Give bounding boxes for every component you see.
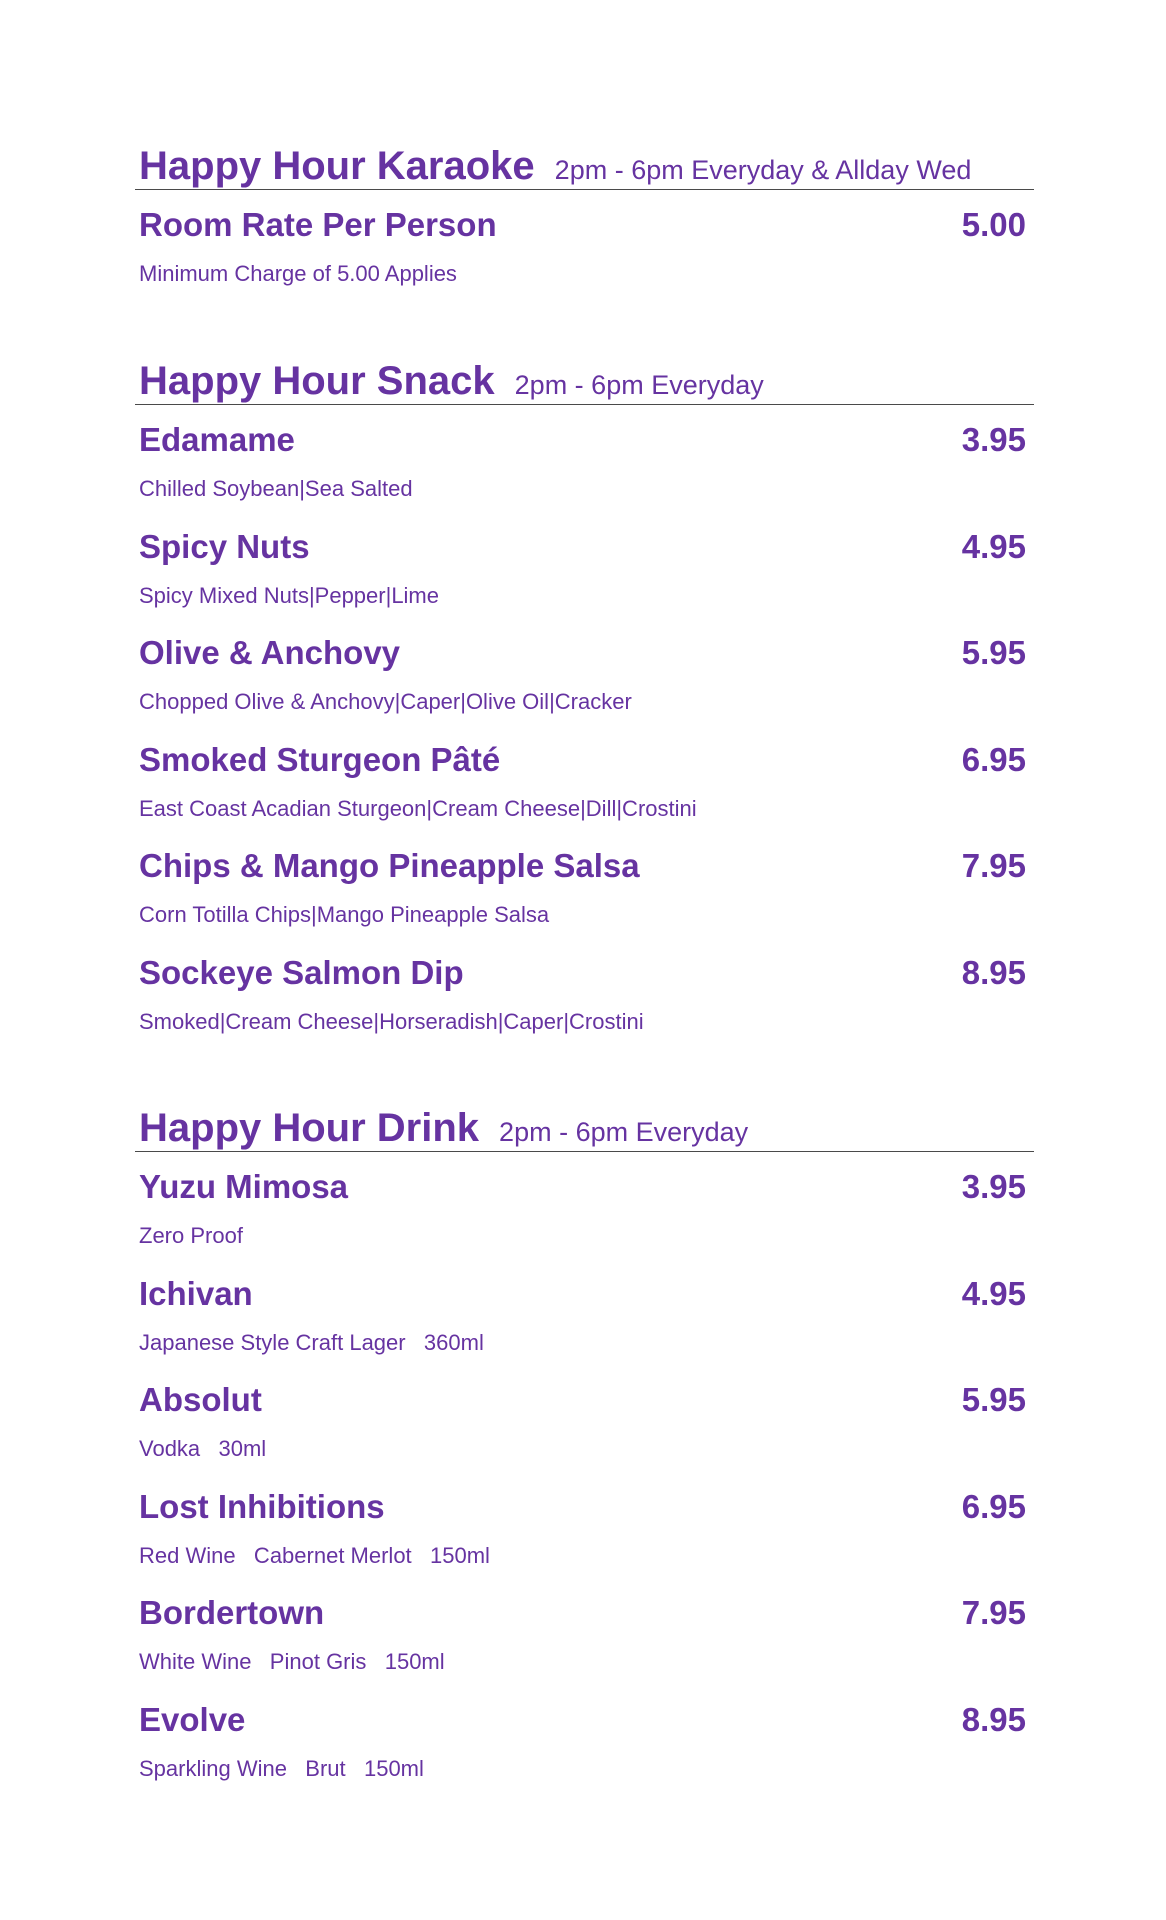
menu-item (135, 731, 1034, 838)
item-price: 3.95 (961, 1168, 1026, 1205)
section-header (135, 349, 1034, 405)
section-divider (135, 1151, 1034, 1152)
section-hours: 2pm - 6pm Everyday (514, 370, 764, 400)
item-description: White Wine Pinot Gris 150ml (139, 1649, 445, 1674)
menu-item (135, 1691, 1034, 1798)
item-description: Japanese Style Craft Lager 360ml (139, 1329, 484, 1355)
menu-section-happy-hour-karaoke (135, 134, 1034, 303)
item-description: Sparkling Wine Brut 150ml (139, 1755, 424, 1781)
section-title-text: Happy Hour Drink (139, 1106, 480, 1150)
item-name: Bordertown (139, 1594, 325, 1631)
menu-item (135, 624, 1034, 731)
section-hours: 2pm - 6pm Everyday & Allday Wed (554, 155, 972, 185)
item-price: 6.95 (961, 740, 1026, 778)
menu-item (135, 411, 1034, 518)
section-header (135, 1096, 1034, 1152)
menu-item (135, 1478, 1034, 1585)
item-price: 7.95 (961, 847, 1026, 884)
item-list (135, 196, 1034, 303)
section-title-text: Happy Hour Karaoke (139, 144, 535, 188)
item-price: 4.95 (961, 1274, 1026, 1312)
item-price: 3.95 (961, 421, 1026, 458)
item-name: Spicy Nuts (139, 527, 310, 565)
menu-item (135, 1158, 1034, 1265)
item-list (135, 411, 1034, 1050)
item-description: Smoked|Cream Cheese|Horseradish|Caper|Crostini (139, 1008, 644, 1034)
item-price: 5.95 (961, 634, 1026, 671)
item-name: Olive & Anchovy (139, 634, 401, 671)
item-name: Lost Inhibitions (139, 1487, 385, 1525)
item-name: Sockeye Salmon Dip (139, 953, 464, 991)
section-divider (135, 189, 1034, 190)
item-price: 8.95 (961, 1700, 1026, 1738)
item-price: 8.95 (961, 953, 1026, 991)
menu-section-happy-hour-snack (135, 349, 1034, 1050)
item-name: Chips & Mango Pineapple Salsa (139, 847, 640, 884)
menu-item (135, 944, 1034, 1051)
item-description: Corn Totilla Chips|Mango Pineapple Salsa (139, 902, 550, 927)
item-price: 4.95 (961, 527, 1026, 565)
item-description: Red Wine Cabernet Merlot 150ml (139, 1542, 490, 1568)
menu-item (135, 1265, 1034, 1372)
item-description: Minimum Charge of 5.00 Applies (139, 261, 457, 286)
item-name: Yuzu Mimosa (139, 1168, 349, 1205)
item-name: Edamame (139, 421, 295, 458)
menu-item (135, 196, 1034, 303)
item-name: Absolut (139, 1381, 262, 1418)
item-description: Vodka 30ml (139, 1436, 267, 1461)
section-title (139, 146, 971, 186)
menu-item (135, 1584, 1034, 1691)
item-price: 5.95 (961, 1381, 1026, 1418)
item-list (135, 1158, 1034, 1797)
section-title (139, 1108, 748, 1148)
item-name: Smoked Sturgeon Pâté (139, 740, 501, 778)
item-description: Zero Proof (139, 1223, 243, 1248)
section-title (139, 361, 764, 401)
item-description: Spicy Mixed Nuts|Pepper|Lime (139, 582, 439, 608)
item-description: Chopped Olive & Anchovy|Caper|Olive Oil|Cracker (139, 689, 632, 714)
section-title-text: Happy Hour Snack (139, 359, 495, 403)
section-divider (135, 404, 1034, 405)
menu-item (135, 837, 1034, 944)
item-description: Chilled Soybean|Sea Salted (139, 476, 413, 501)
item-price: 7.95 (961, 1594, 1026, 1631)
menu-section-happy-hour-drink (135, 1096, 1034, 1797)
item-price: 6.95 (961, 1487, 1026, 1525)
section-header (135, 134, 1034, 190)
item-name: Evolve (139, 1700, 246, 1738)
menu-item (135, 1371, 1034, 1478)
item-description: East Coast Acadian Sturgeon|Cream Cheese|Dill|Crostini (139, 795, 697, 821)
item-name: Ichivan (139, 1274, 253, 1312)
item-name: Room Rate Per Person (139, 206, 497, 243)
item-price: 5.00 (961, 206, 1026, 243)
section-hours: 2pm - 6pm Everyday (499, 1117, 749, 1147)
menu-item (135, 518, 1034, 625)
